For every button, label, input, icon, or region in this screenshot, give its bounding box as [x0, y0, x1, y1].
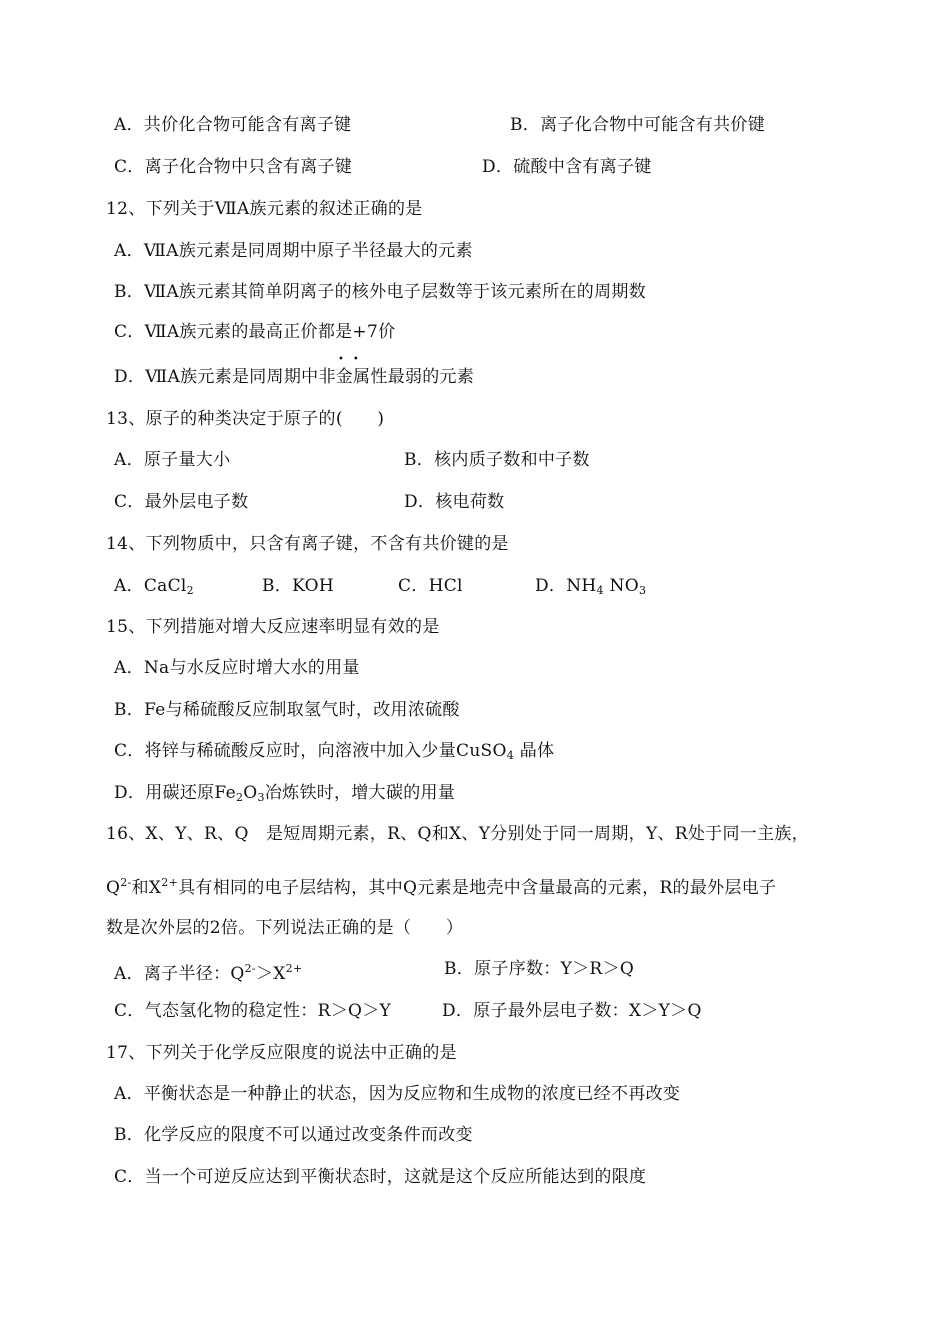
q14-option-d: D．$NH_4$ $NO_3$	[535, 576, 647, 597]
q11-option-d: D．硫酸中含有离子键	[482, 157, 652, 177]
q14-option-b: B．KOH	[262, 576, 334, 596]
q12-option-d: D．ⅦA族元素是同周期中非金属性最弱的元素	[114, 367, 475, 387]
q12-option-b: B．ⅦA族元素其简单阴离子的核外电子层数等于该元素所在的周期数	[114, 282, 647, 302]
q13-option-d: D．核电荷数	[404, 492, 505, 512]
q13-option-a: A．原子量大小	[114, 450, 231, 470]
q15-option-b: B．Fe与稀硫酸反应制取氢气时，改用浓硫酸	[114, 700, 460, 720]
q17-option-a: A．平衡状态是一种静止的状态，因为反应物和生成物的浓度已经不再改变	[114, 1084, 681, 1104]
q17-option-b: B．化学反应的限度不可以通过改变条件而改变	[114, 1125, 473, 1145]
q15-option-d: D．用碳还原$Fe_2O_3$冶炼铁时，增大碳的用量	[114, 783, 456, 804]
q14-stem: 14、下列物质中，只含有离子键，不含有共价键的是	[106, 534, 509, 554]
q17-stem: 17、下列关于化学反应限度的说法中正确的是	[106, 1043, 457, 1063]
q16-stem-line-3: 数是次外层的2倍。下列说法正确的是（ ）	[106, 918, 464, 938]
emphasis-dots: ••	[338, 354, 368, 365]
q16-option-d: D．原子最外层电子数：X＞Y＞Q	[442, 1001, 702, 1021]
q12-stem: 12、下列关于ⅦA族元素的叙述正确的是	[106, 199, 423, 219]
q15-stem: 15、下列措施对增大反应速率明显有效的是	[106, 617, 440, 637]
q16-stem-line-1: 16、X、Y、R、Q 是短周期元素，R、Q和X、Y分别处于同一周期，Y、R处于同一主族，	[106, 824, 809, 844]
q11-option-b: B．离子化合物中可能含有共价键	[510, 115, 765, 135]
q16-option-c: C．气态氢化物的稳定性：R＞Q＞Y	[114, 1001, 392, 1021]
q13-option-b: B．核内质子数和中子数	[404, 450, 590, 470]
q17-option-c: C．当一个可逆反应达到平衡状态时，这就是这个反应所能达到的限度	[114, 1167, 647, 1187]
q16-option-b: B．原子序数：Y＞R＞Q	[444, 959, 635, 979]
q15-option-a: A．Na与水反应时增大水的用量	[114, 658, 360, 678]
q14-option-c: C．HCl	[398, 576, 463, 596]
q13-option-c: C．最外层电子数	[114, 492, 249, 512]
q16-option-a: A．离子半径：$Q^{2-}>X^{2+}$	[114, 962, 303, 984]
q12-option-a: A．ⅦA族元素是同周期中原子半径最大的元素	[114, 241, 473, 261]
q13-stem: 13、原子的种类决定于原子的( )	[106, 409, 385, 429]
q11-option-c: C．离子化合物中只含有离子键	[114, 157, 353, 177]
q15-option-c: C．将锌与稀硫酸反应时，向溶液中加入少量CuSO$_4$ 晶体	[114, 741, 555, 762]
q14-option-a: A．CaCl$_2$	[114, 576, 194, 597]
q16-stem-line-2: $Q^{2-}$和$X^{2+}$具有相同的电子层结构，其中Q元素是地壳中含量最高的元素，R的最外层电子	[106, 876, 777, 898]
q11-option-a: A．共价化合物可能含有离子键	[114, 115, 352, 135]
q12-option-c: C．ⅦA族元素的最高正价都是+7价	[114, 322, 396, 342]
